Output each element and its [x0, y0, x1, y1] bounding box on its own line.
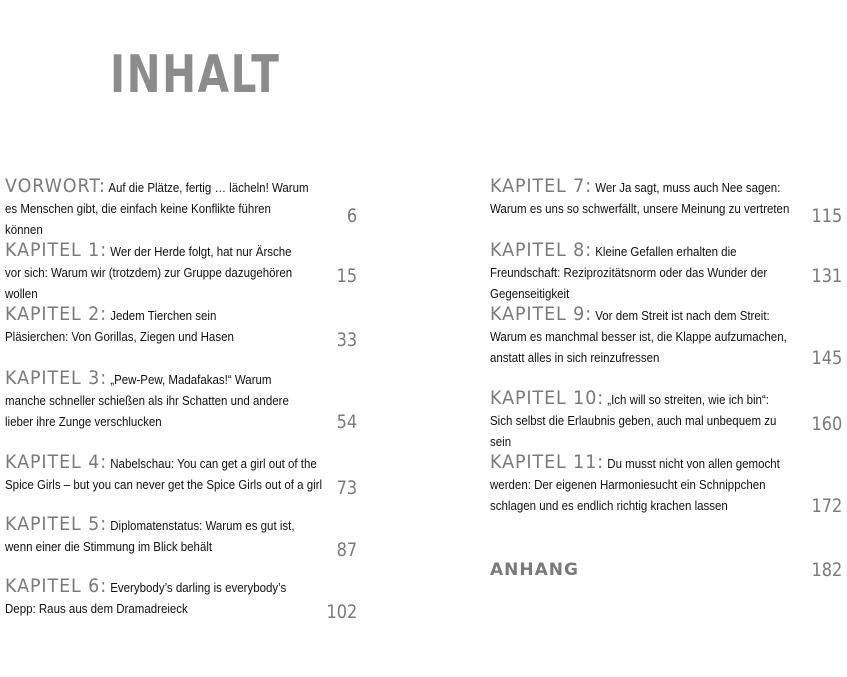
toc-entry-description: Du musst nicht von allen gemocht werden: Der eigenen Harmoniesucht ein Schnippchen schlagen und es endlich richtig krachen lassen	[490, 457, 780, 513]
toc-entry-description: Everybody’s darling is everybody’s Depp: Raus aus dem Dramadreieck	[5, 581, 287, 616]
toc-entry-description: Diplomatenstatus: Warum es gut ist, wenn einer die Stimmung im Blick behält	[5, 519, 295, 554]
toc-entry-kapitel-10	[490, 387, 842, 449]
toc-entry-kapitel-6	[5, 576, 357, 624]
toc-entry-page: 172	[811, 495, 842, 517]
toc-entry-kapitel-4	[5, 452, 357, 500]
toc-entry-kapitel-2	[5, 304, 357, 352]
toc-entry-description: Wer der Herde folgt, hat nur Ärsche vor sich: Warum wir (trotzdem) zur Gruppe dazugehören wollen	[5, 245, 293, 301]
toc-entry-kapitel-8	[490, 239, 842, 301]
toc-entry-heading: KAPITEL 11:	[490, 451, 605, 473]
toc-entry-vorwort	[5, 175, 357, 237]
toc-entry-kapitel-1	[5, 239, 357, 301]
toc-entry-kapitel-3	[5, 368, 357, 434]
toc-entry-page: 182	[811, 559, 842, 581]
toc-entry-heading: KAPITEL 4:	[5, 451, 108, 473]
toc-entry-page: 33	[336, 329, 357, 351]
toc-entry-heading: ANHANG	[490, 560, 579, 580]
toc-entry-description: Kleine Gefallen erhalten die Freundschaft: Reziprozitätsnorm oder das Wunder der Gegenseitigkeit	[490, 245, 768, 301]
toc-entry-page: 160	[811, 413, 842, 435]
toc-entry-page: 73	[336, 477, 357, 499]
toc-entry-text	[5, 452, 327, 496]
toc-entry-kapitel-9	[490, 304, 842, 370]
toc-entry-description: Jedem Tierchen sein Pläsierchen: Von Gorillas, Ziegen und Hasen	[5, 309, 234, 344]
toc-entry-description: Vor dem Streit ist nach dem Streit: Warum es manchmal besser ist, die Klappe aufzumachen, anstatt alles in sich reinzufressen	[490, 309, 787, 365]
toc-entry-text	[490, 388, 794, 453]
toc-entry-heading: KAPITEL 6:	[5, 575, 108, 597]
toc-entry-heading: KAPITEL 7:	[490, 175, 593, 197]
toc-entry-page: 15	[336, 265, 357, 287]
toc-entry-page: 115	[811, 205, 842, 227]
toc-entry-heading: VORWORT:	[5, 175, 106, 197]
toc-entry-heading: KAPITEL 5:	[5, 513, 108, 535]
toc-entry-text	[5, 176, 309, 241]
toc-entry-text	[490, 452, 807, 517]
toc-entry-heading: KAPITEL 3:	[5, 367, 108, 389]
toc-entry-heading: KAPITEL 10:	[490, 387, 605, 409]
page-title: INHALT	[110, 45, 281, 105]
toc-entry-heading: KAPITEL 8:	[490, 239, 593, 261]
toc-entry-description: Nabelschau: You can get a girl out of the Spice Girls – but you can never get the Spice Girls out of a girl	[5, 457, 323, 492]
toc-entry-text	[5, 304, 281, 348]
toc-entry-page: 87	[336, 539, 357, 561]
toc-entry-description: Wer Ja sagt, muss auch Nee sagen: Warum es uns so schwerfällt, unsere Meinung zu vertreten	[490, 181, 790, 216]
toc-entry-page: 145	[811, 347, 842, 369]
toc-entry-text	[490, 240, 807, 305]
toc-entry-description: Auf die Plätze, fertig … lächeln! Warum es Menschen gibt, die einfach keine Konflikte führen können	[5, 181, 309, 237]
toc-entry-page: 6	[346, 205, 357, 227]
toc-entry-page: 102	[326, 601, 357, 623]
toc-entry-text	[5, 240, 309, 305]
toc-entry-heading: KAPITEL 2:	[5, 303, 108, 325]
toc-entry-text	[5, 514, 318, 558]
toc-entry-text	[490, 176, 807, 220]
toc-entry-heading: KAPITEL 1:	[5, 239, 108, 261]
toc-entry-page: 54	[336, 411, 357, 433]
toc-entry-text	[5, 368, 290, 433]
toc-entry-text	[5, 576, 318, 620]
toc-entry-kapitel-7	[490, 176, 842, 228]
toc-entry-text	[490, 304, 794, 369]
toc-entry-kapitel-5	[5, 514, 357, 562]
toc-entry-page: 131	[811, 265, 842, 287]
toc-entry-anhang	[490, 554, 842, 582]
toc-entry-description: „Ich will so streiten, wie ich bin“: Sich selbst die Erlaubnis geben, auch mal unbequem zu sein	[490, 393, 777, 449]
toc-entry-description: „Pew-Pew, Madafakas!“ Warum manche schneller schießen als ihr Schatten und andere lieber ihre Zunge verschlucken	[5, 373, 289, 429]
toc-entry-kapitel-11	[490, 452, 842, 518]
toc-entry-heading: KAPITEL 9:	[490, 303, 593, 325]
